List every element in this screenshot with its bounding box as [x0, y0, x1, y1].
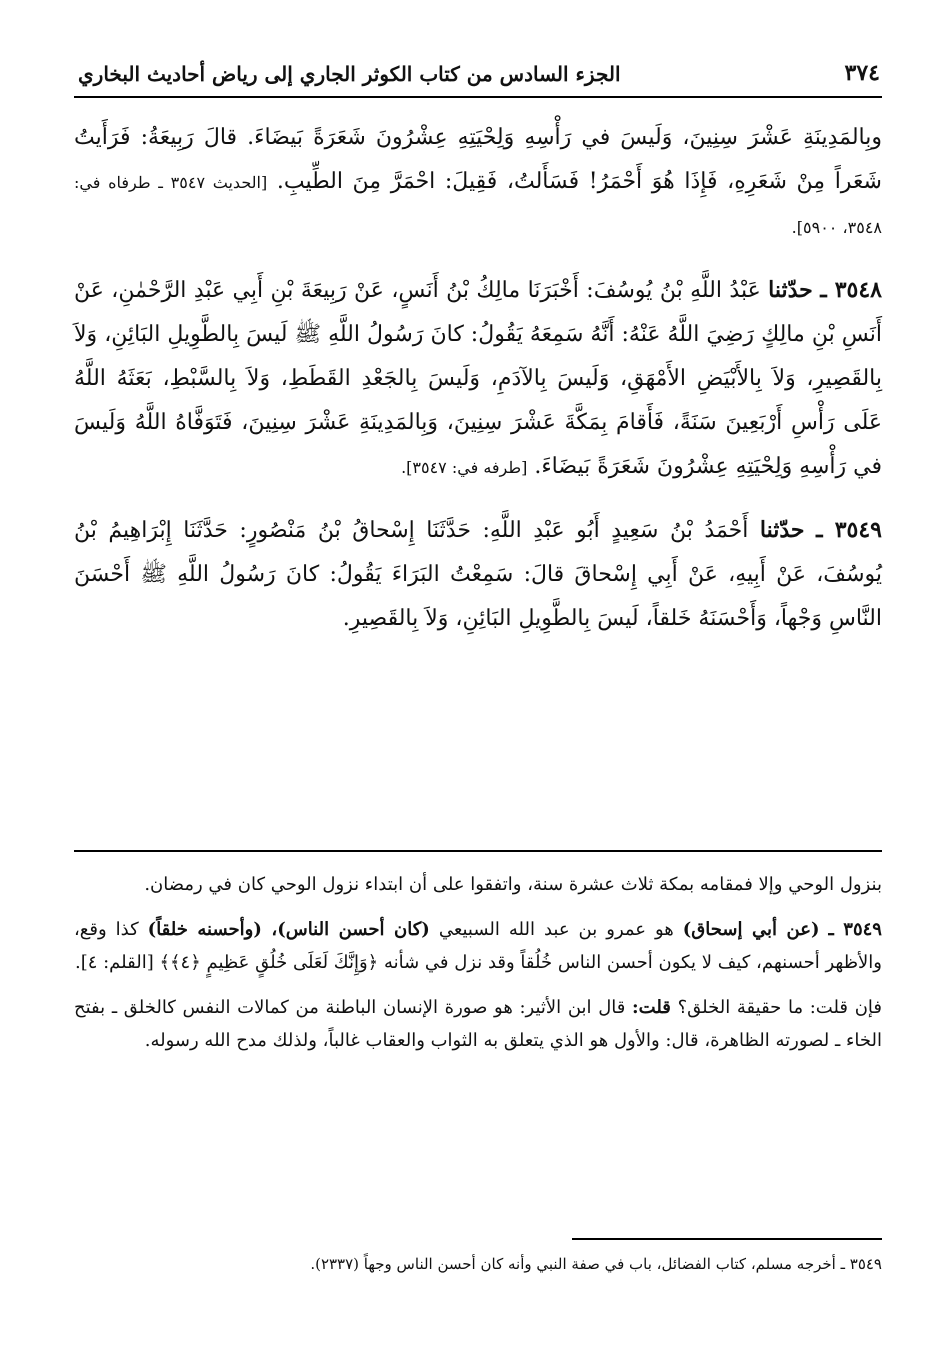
- footnote-divider: [572, 1238, 882, 1240]
- hadith-body: وبِالمَدِينَةِ عَشْرَ سِنِينَ، وَلَيسَ في رَأْسِهِ وَلِحْيَتِهِ عِشْرُونَ شَعَرَةً بَيضَاءَ. قالَ رَبِيعَةُ: فَرَأَيتُ شَعَراً مِنْ شَعَرِهِ، فَإِذَا هُوَ أَحْمَرُ! فَسَأَلتُ، فَقِيلَ: احْمَرَّ مِنَ الطِّيبِ.: [74, 125, 882, 194]
- hadith-body: أَحْمَدُ بْنُ سَعِيدٍ أَبُو عَبْدِ اللَّهِ: حَدَّثَنَا إِسْحاقُ بْنُ مَنْصُورٍ: حَدَّثَنَا إِبْرَاهِيمُ بْنُ يُوسُفَ، عَنْ أَبِيهِ، عَنْ أَبِي إِسْحاقَ قالَ: سَمِعْتُ البَرَاءَ يَقُولُ: كانَ رَسُولُ اللَّهِ ﷺ أَحْسَنَ النَّاسِ وَجْهاً، وَأَحْسَنَهُ خَلقاً، لَيسَ بِالطَّوِيلِ البَائِنِ، وَلاَ بِالقَصِيرِ.: [74, 518, 882, 631]
- running-title: الجزء السادس من كتاب الكوثر الجاري إلى رياض أحاديث البخاري: [78, 62, 621, 86]
- commentary-lemma: (عن أبي إسحاق): [682, 919, 820, 940]
- hadith-number: ٣٥٤٩ ـ: [816, 517, 882, 543]
- commentary-number: ٣٥٤٩ ـ: [828, 919, 882, 940]
- commentary-lemma: قلت:: [632, 997, 671, 1018]
- commentary-text: قال ابن الأثير: هو صورة الإنسان الباطنة من كمالات النفس كالخلق ـ بفتح الخاء ـ لصورته الظاهرة، قال: والأول هو الذي يتعلق به الثواب والعقاب غالباً، ولذلك مدح الله رسوله.: [74, 997, 882, 1051]
- commentary-paragraph: بنزول الوحي وإلا فمقامه بمكة ثلاث عشرة سنة، واتفقوا على أن ابتداء نزول الوحي كان في رمضان.: [144, 874, 882, 895]
- commentary-paragraph: [74, 913, 882, 979]
- hadith-number: ٣٥٤٨ ـ: [820, 277, 882, 303]
- hadith-3548: [74, 268, 882, 490]
- commentary: [74, 868, 882, 1069]
- commentary-text: فإن قلت: ما حقيقة الخلق؟: [677, 997, 883, 1018]
- hadith-lead: حدّثنا: [768, 277, 813, 303]
- hadith-reference: [طرفه في: ٣٥٤٧].: [401, 458, 528, 477]
- commentary-paragraph: [74, 991, 882, 1057]
- commentary-divider: [74, 850, 882, 852]
- commentary-text: هو عمرو بن عبد الله السبيعي: [438, 919, 674, 940]
- hadith-3549: [74, 508, 882, 641]
- hadith-continuation: [74, 116, 882, 250]
- footnote: ٣٥٤٩ ـ أخرجه مسلم، كتاب الفضائل، باب في صفة النبي وأنه كان أحسن الناس وجهاً (٢٣٣٧).: [310, 1255, 882, 1273]
- commentary-lemma: (كان أحسن الناس)، (وأحسنه خلقاً): [147, 919, 430, 940]
- hadith-lead: حدّثنا: [759, 517, 805, 543]
- page-number: ٣٧٤: [844, 60, 880, 86]
- commentary-text: كذا وقع، والأظهر أحسنهم، كيف لا يكون أحسن الناس خُلُقاً وقد نزل في شأنه ﴿وَإِنَّكَ لَعَلَى خُلُقٍ عَظِيمٍ ﴿٤﴾﴾ [القلم: ٤].: [74, 919, 882, 973]
- hadith-text: [74, 116, 882, 659]
- hadith-body: عَبْدُ اللَّهِ بْنُ يُوسُفَ: أَخْبَرَنَا مالِكُ بْنُ أَنَسٍ، عَنْ رَبِيعَةَ بْنِ أَبِي عَبْدِ الرَّحْمٰنِ، عَنْ أَنَسِ بْنِ مالِكٍ رَضِيَ اللَّهُ عَنْهُ: أَنَّهُ سَمِعَهُ يَقُولُ: كانَ رَسُولُ اللَّهِ ﷺ لَيسَ بِالطَّوِيلِ البَائِنِ، وَلاَ بِالقَصِيرِ، وَلاَ بِالأَبْيَضِ الأَمْهَقِ، وَلَيسَ بِالآدَمِ، وَلَيسَ بِالجَعْدِ القَطَطِ، وَلاَ بِالسَّبْطِ، بَعَثَهُ اللَّهُ عَلَى رَأْسِ أَرْبَعِينَ سَنَةً، فَأَقامَ بِمَكَّةَ عَشْرَ سِنِينَ، وَبِالمَدِينَةِ عَشْرَ سِنِينَ، فَتَوَفَّاهُ اللَّهُ وَلَيسَ في رَأْسِهِ وَلِحْيَتِهِ عِشْرُونَ شَعَرَةً بَيضَاءَ.: [74, 278, 882, 479]
- hadith-reference: [الحديث ٣٥٤٧ ـ طرفاه في: ٣٥٤٨، ٥٩٠٠].: [74, 173, 882, 237]
- running-header: [74, 60, 882, 98]
